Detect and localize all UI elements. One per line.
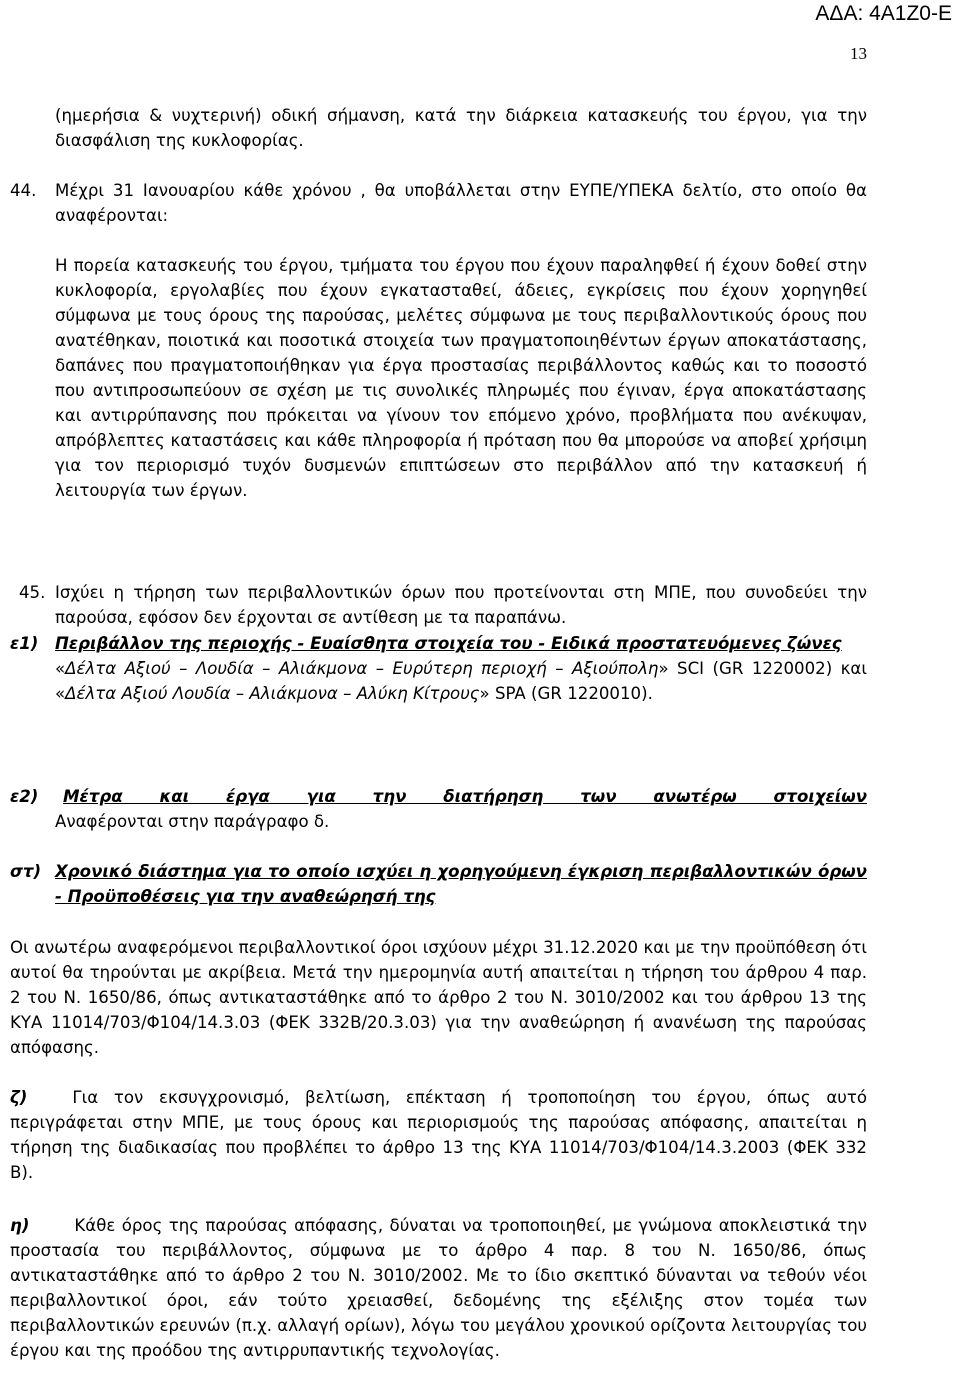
paragraph-top-text: (ημερήσια & νυχτερινή) οδική σήμανση, κατά την διάρκεια κατασκευής του έργου, για την διασφάλιση της κυκλοφορίας. bbox=[55, 106, 867, 150]
item-44-number: 44. bbox=[10, 181, 37, 200]
section-eta bbox=[10, 1213, 867, 1363]
section-e1-heading: Περιβάλλον της περιοχής - Ευαίσθητα στοιχεία του - Ειδικά προστατευόμενες ζώνες bbox=[55, 634, 842, 653]
item-45 bbox=[55, 580, 867, 630]
page-number: 13 bbox=[850, 44, 867, 63]
section-st-label: στ) bbox=[10, 862, 42, 881]
quote-open-2: « bbox=[55, 684, 66, 703]
section-e2 bbox=[55, 784, 867, 834]
item-44-detail: Η πορεία κατασκευής του έργου, τμήματα του έργου που έχουν παραληφθεί ή έχουν δοθεί στην κυκλοφορία, εργολαβίες που έχουν εγκατασταθεί, άδειες, εγκρίσεις που έχουν χορηγηθεί σύμφωνα με τους όρους της παρούσας, μελέτες σύμφωνα με τους περιβαλλοντικούς όρους που ανατέθηκαν, ποιοτικά και ποσοτικά στοιχεία των πραγματοποιηθέντων έργων αποκατάστασης, δαπάνες που πραγματοποιήθηκαν για έργα προστασίας περιβάλλοντος καθώς και το ποσοστό που αντιπροσωπεύουν σε σχέση με τις συνολικές πληρωμές που έγιναν, έργα αποκατάστασης και αντιρρύπανσης που πρόκειται να γίνουν τον επόμενο χρόνο, προβλήματα που ανέκυψαν, απρόβλεπτες καταστάσεις και κάθε πληροφορία ή πρόταση που θα μπορούσε να αποβεί χρήσιμη για τον περιορισμό τυχόν δυσμενών επιπτώσεων στο περιβάλλον από την κατασκευή ή λειτουργία των έργων. bbox=[55, 256, 867, 500]
section-st-body bbox=[10, 935, 867, 1060]
section-eta-text: Κάθε όρος της παρούσας απόφασης, δύναται να τροποποιηθεί, με γνώμονα αποκλειστικά την προστασία του περιβάλλοντος, σύμφωνα με το άρθρο 4 παρ. 8 του Ν. 1650/86, όπως αντικαταστάθηκε από το άρθρο 2 του Ν. 3010/2002. Με το ίδιο σκεπτικό δύνανται να τεθούν νέοι περιβαλλοντικοί όροι, εάν τούτο χρειασθεί, δεδομένης της εξέλιξης στον τομέα των περιβαλλοντικών ερευνών (π.χ. αλλαγή ορίων), λόγω του μεγάλου χρονικού ορίζοντα λειτουργίας του έργου και της προόδου της αντιρρυπαντικής τεχνολογίας. bbox=[10, 1216, 867, 1360]
site-sci-name: Δέλτα Αξιού – Λουδία – Αλιάκμονα – Ευρύτερη περιοχή – Αξιούπολη bbox=[65, 659, 659, 678]
item-45-number: 45. bbox=[19, 583, 46, 602]
section-st-text: Οι ανωτέρω αναφερόμενοι περιβαλλοντικοί όροι ισχύουν μέχρι 31.12.2020 και με την προϋπόθεση ότι αυτοί θα τηρούνται με ακρίβεια. Μετά την ημερομηνία αυτή απαιτείται η τήρηση του άρθρου 4 παρ. 2 του Ν. 1650/86, όπως αντικαταστάθηκε από το άρθρο 2 του Ν. 3010/2002 και του άρθρου 13 της ΚΥΑ 11014/703/Φ104/14.3.03 (ΦΕΚ 332Β/20.3.03) για την αναθεώρηση ή ανανέωση της παρούσας απόφασης. bbox=[10, 938, 867, 1057]
section-e1-label: ε1) bbox=[10, 634, 39, 653]
section-st bbox=[55, 859, 867, 909]
section-e2-heading: Μέτρα και έργα για την διατήρηση των ανωτέρω στοιχείων bbox=[63, 787, 867, 806]
paragraph-top bbox=[55, 103, 867, 153]
section-eta-label: η) bbox=[10, 1216, 30, 1235]
section-z-text: Για τον εκσυγχρονισμό, βελτίωση, επέκταση ή τροποποίηση του έργου, όπως αυτό περιγράφεται στην ΜΠΕ, με τους όρους και περιορισμούς της παρούσας απόφασης, απαιτείται η τήρηση της διαδικασίας που προβλέπει το άρθρο 13 της ΚΥΑ 11014/703/Φ104/14.3.2003 (ΦΕΚ 332 Β). bbox=[10, 1088, 867, 1182]
section-e1 bbox=[55, 631, 867, 706]
item-44 bbox=[55, 178, 867, 503]
site-spa-name: Δέλτα Αξιού Λουδία – Αλιάκμονα – Αλύκη Κίτρους bbox=[65, 684, 480, 703]
section-z-label: ζ) bbox=[10, 1088, 28, 1107]
ada-code: ΑΔΑ: 4Α1Ζ0-Ε bbox=[815, 2, 952, 25]
item-45-text: Ισχύει η τήρηση των περιβαλλοντικών όρων που προτείνονται στη ΜΠΕ, που συνοδεύει την παρούσα, εφόσον δεν έρχονται σε αντίθεση με τα παραπάνω. bbox=[55, 583, 867, 627]
quote-open: « bbox=[55, 659, 66, 678]
item-44-text: Μέχρι 31 Ιανουαρίου κάθε χρόνου , θα υποβάλλεται στην ΕΥΠΕ/ΥΠΕΚΑ δελτίο, στο οποίο θα αναφέρονται: bbox=[55, 181, 867, 225]
section-z bbox=[10, 1085, 867, 1185]
section-e2-text: Αναφέρονται στην παράγραφο δ. bbox=[55, 812, 330, 831]
section-e2-label: ε2) bbox=[10, 787, 39, 806]
section-e1-sites bbox=[55, 656, 867, 706]
site-spa-code: » SPA (GR 1220010). bbox=[479, 684, 653, 703]
section-st-heading: Χρονικό διάστημα για το οποίο ισχύει η χορηγούμενη έγκριση περιβαλλοντικών όρων - Προϋποθέσεις για την αναθεώρησή της bbox=[55, 862, 867, 906]
site-sci-code: » SCI (GR 1220002) και bbox=[658, 659, 867, 678]
